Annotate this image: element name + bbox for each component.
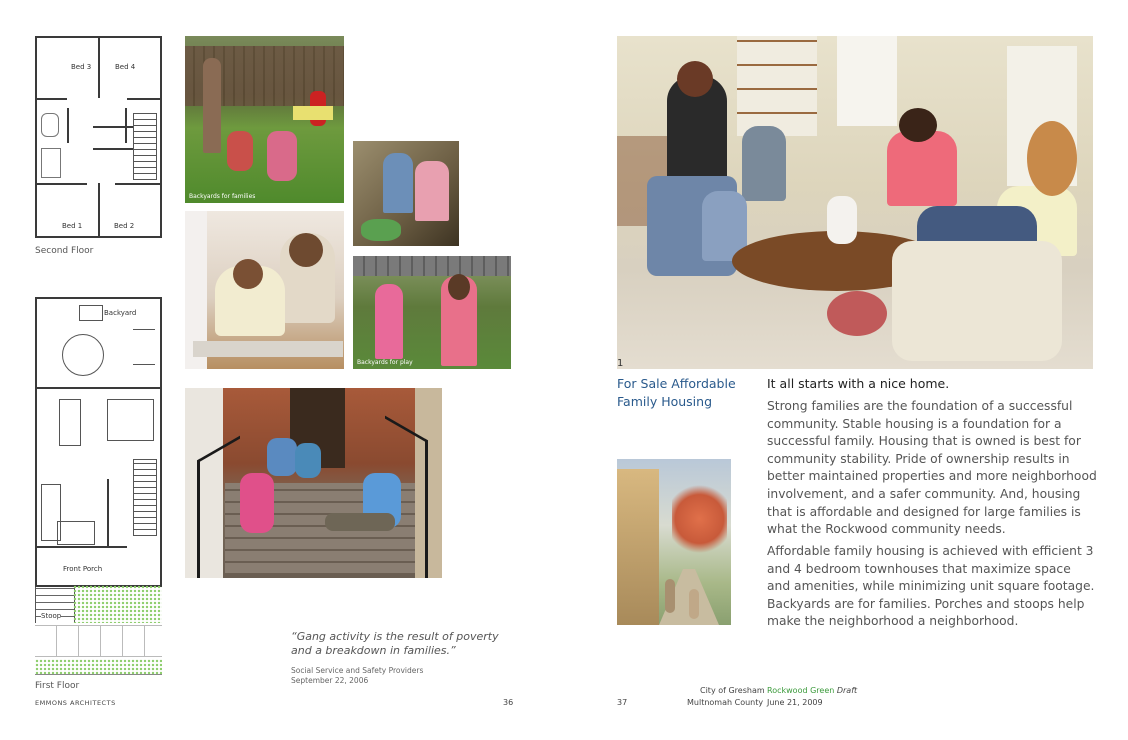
room-label-bed2: Bed 2	[114, 222, 135, 230]
quote-date: September 22, 2006	[291, 676, 369, 685]
second-floor-plan	[35, 36, 162, 238]
lawn-area	[73, 585, 162, 623]
first-floor-caption: First Floor	[35, 681, 80, 691]
footer-county: Multnomah County	[687, 698, 764, 707]
footer-draft: Draft	[836, 686, 858, 695]
room-label-backyard: Backyard	[104, 309, 137, 317]
stoop-area	[35, 587, 75, 623]
body-paragraph-1: Strong families are the foundation of a successful community. Stable housing is a foundation for a successful family. Housing that is owned is best for community stability. Pride of ownership results in better maintained properties and more neighborhood involvement, and a safer community. And, housing that is affordable and designed for large families is what the Rockwood community needs.	[767, 399, 1097, 537]
photo-family-on-stoop	[185, 388, 442, 578]
firm-name: EMMONS ARCHITECTS	[35, 699, 116, 707]
first-floor-plan	[35, 297, 162, 587]
room-label-bed1: Bed 1	[62, 222, 83, 230]
footer-project: Rockwood Green	[767, 686, 835, 695]
room-label-stoop: Stoop	[41, 612, 62, 620]
photo-caption-backyards-families: Backyards for families	[189, 193, 256, 200]
room-label-bed4: Bed 4	[115, 63, 136, 71]
photo-homework-father-son	[185, 211, 344, 369]
page-number-right: 37	[617, 698, 628, 707]
photo-number: 1	[617, 358, 624, 369]
quote-source: Social Service and Safety Providers	[291, 666, 424, 675]
pull-quote: “Gang activity is the result of poverty and a breakdown in families.”	[291, 630, 499, 657]
room-label-bed3: Bed 3	[71, 63, 92, 71]
footer-city: City of Gresham	[700, 686, 765, 695]
body-paragraph-2: Affordable family housing is achieved with efficient 3 and 4 bedroom townhouses that maximize space and amenities, while minimizing unit square footage. Backyards are for families. Porches and stoops help make the neighborhood a neighborhood.	[767, 544, 1095, 629]
sidewalk	[35, 625, 162, 657]
second-floor-caption: Second Floor	[35, 246, 94, 256]
photo-kids-playing	[353, 256, 511, 369]
photo-family-living-room	[617, 36, 1093, 369]
room-label-front-porch: Front Porch	[63, 565, 103, 573]
footer-project-line	[767, 686, 857, 695]
footer-date: June 21, 2009	[767, 698, 823, 707]
photo-backyard-family	[185, 36, 344, 203]
intro-heading: It all starts with a nice home.	[767, 376, 950, 391]
photo-kitchen-mother-daughter	[353, 141, 459, 246]
planting-strip	[35, 659, 162, 675]
section-title: For Sale Affordable Family Housing	[617, 376, 736, 409]
photo-neighborhood-sketch	[617, 459, 731, 625]
page-number-left: 36	[503, 698, 514, 707]
photo-caption-backyards-play: Backyards for play	[357, 359, 413, 366]
